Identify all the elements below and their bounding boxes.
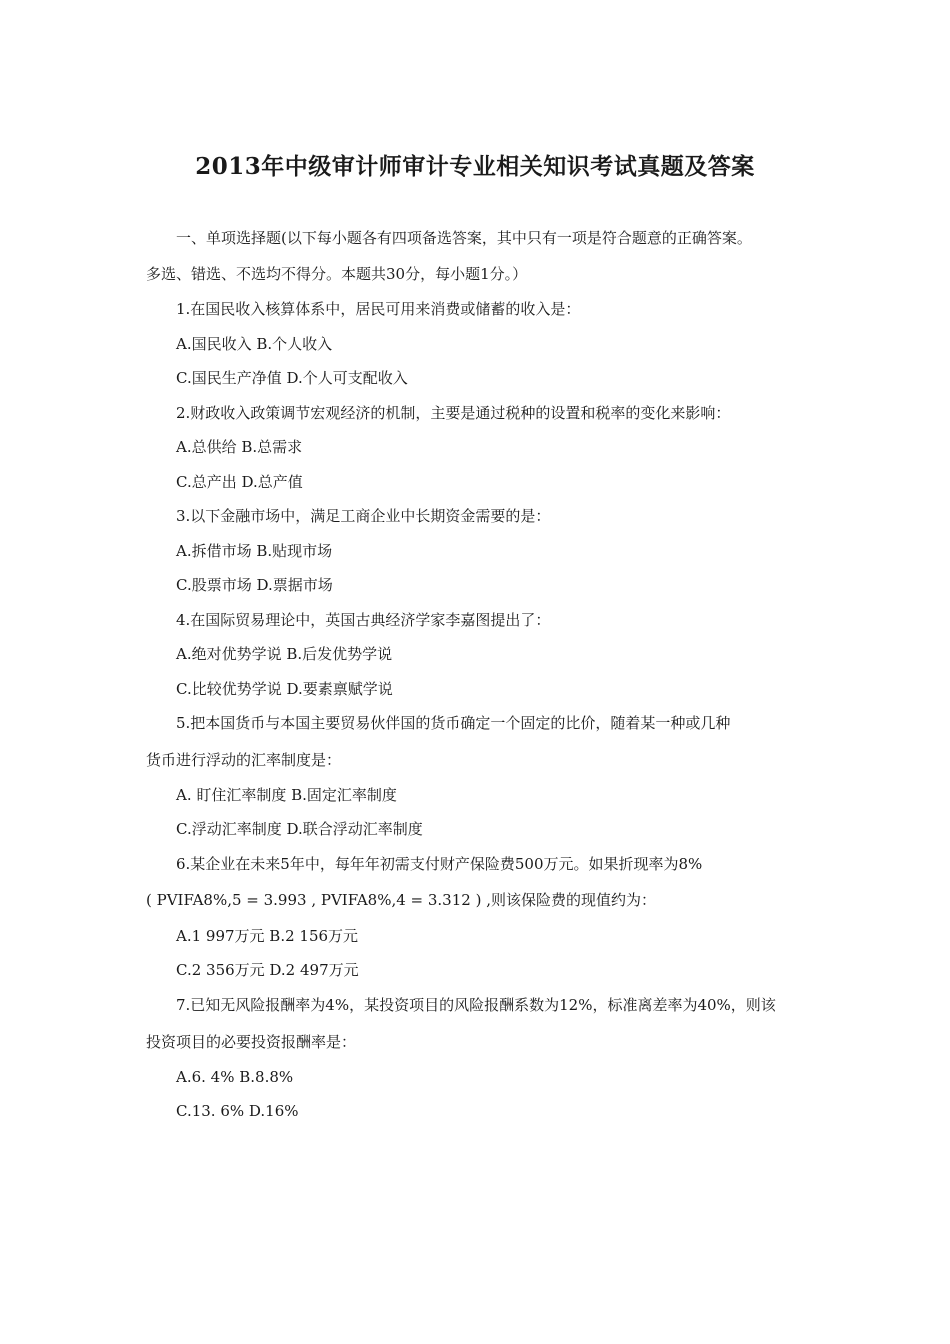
question-4: 4.在国际贸易理论中，英国古典经济学家李嘉图提出了： [176,611,551,629]
question-3-options-cd: C.股票市场 D.票据市场 [176,576,333,594]
question-6-options-cd: C.2 356万元 D.2 497万元 [176,961,359,979]
question-7: 7.已知无风险报酬率为4%，某投资项目的风险报酬系数为12%，标准离差率为40%，则该 [176,996,776,1014]
question-5-options-cd: C.浮动汇率制度 D.联合浮动汇率制度 [176,820,423,838]
question-4-options-ab: A.绝对优势学说 B.后发优势学说 [176,645,393,663]
question-7-options-cd: C.13. 6% D.16% [176,1102,299,1120]
question-3: 3.以下金融市场中，满足工商企业中长期资金需要的是： [176,507,551,525]
question-4-options-cd: C.比较优势学说 D.要素禀赋学说 [176,680,393,698]
question-1-options-cd: C.国民生产净值 D.个人可支配收入 [176,369,408,387]
question-6: 6.某企业在未来5年中，每年年初需支付财产保险费500万元。如果折现率为8% [176,855,703,873]
section-heading: 一、单项选择题(以下每小题各有四项备选答案，其中只有一项是符合题意的正确答案。 [176,229,752,247]
question-7-options-ab: A.6. 4% B.8.8% [176,1068,294,1086]
question-1-options-ab: A.国民收入 B.个人收入 [176,335,333,353]
question-6-options-ab: A.1 997万元 B.2 156万元 [176,927,359,945]
question-5-options-ab: A. 盯住汇率制度 B.固定汇率制度 [176,786,397,804]
question-2: 2.财政收入政策调节宏观经济的机制，主要是通过税种的设置和税率的变化来影响： [176,404,731,422]
section-heading-cont: 多选、错选、不选均不得分。本题共30分，每小题1分。） [146,265,528,283]
question-3-options-ab: A.拆借市场 B.贴现市场 [176,542,333,560]
question-5-cont: 货币进行浮动的汇率制度是： [146,751,342,769]
question-6-cont: ( PVIFA8%,5 = 3.993 , PVIFA8%,4 = 3.312 ) ,则该保险费的现值约为： [146,891,656,909]
question-7-cont: 投资项目的必要投资报酬率是： [146,1033,357,1051]
question-1: 1.在国民收入核算体系中，居民可用来消费或储蓄的收入是： [176,300,581,318]
page-title: 2013年中级审计师审计专业相关知识考试真题及答案 [195,153,755,180]
question-5: 5.把本国货币与本国主要贸易伙伴国的货币确定一个固定的比价，随着某一种或几种 [176,714,731,732]
question-2-options-ab: A.总供给 B.总需求 [176,438,303,456]
question-2-options-cd: C.总产出 D.总产值 [176,473,303,491]
